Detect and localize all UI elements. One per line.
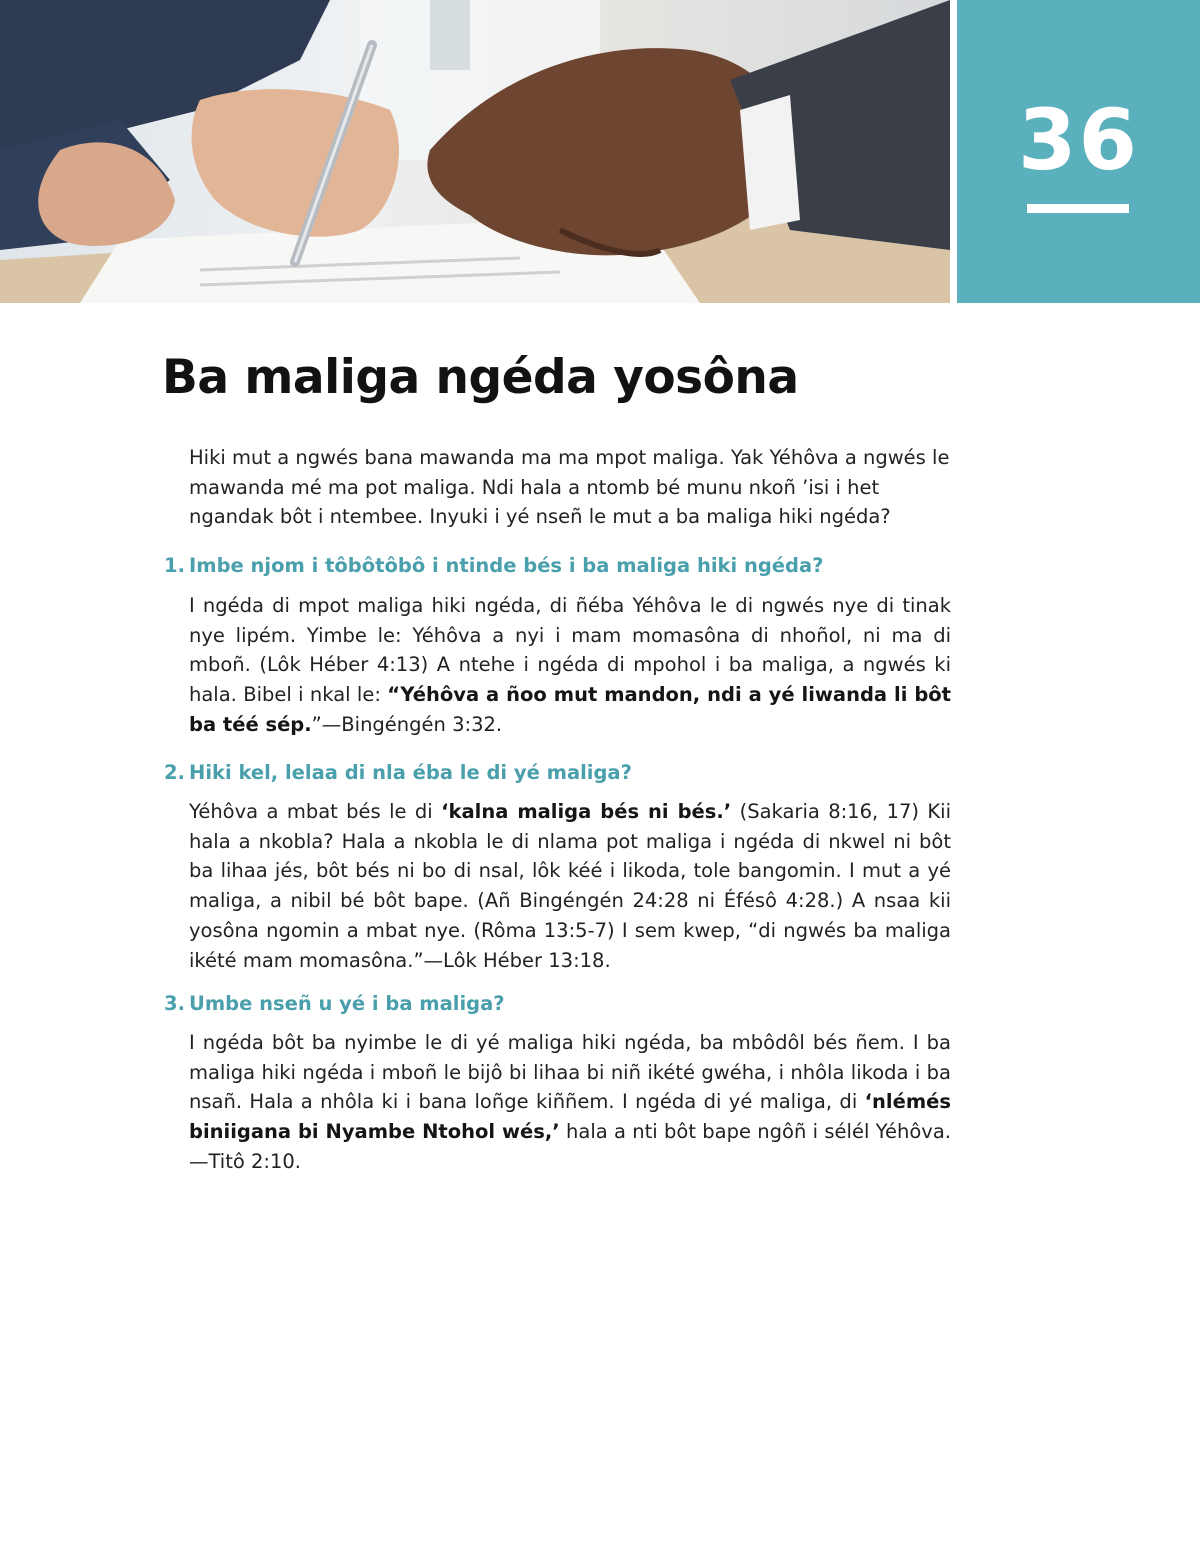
bible-quote: ‘nlémés biniigana bi Nyambe Ntohol wés,’ xyxy=(189,1090,951,1144)
answer-text: Yéhôva a mbat bés le di xyxy=(189,800,442,823)
bible-quote: “Yéhôva a ñoo mut mandon, ndi a yé liwanda li bôt ba téé sép. xyxy=(189,683,951,736)
answer-1 xyxy=(189,591,951,740)
hero-photo xyxy=(0,0,950,303)
question-number: 3. xyxy=(164,992,185,1015)
answer-3 xyxy=(189,1028,951,1177)
question-number: 1. xyxy=(164,554,185,577)
answer-text: I ngéda bôt ba nyimbe le di yé maliga hiki ngéda, ba mbôdôl bés ñem. I ba maliga hiki ngéda i mboñ le bijô bi lihaa bi niñ ikété gwéha, i nhôla likoda i ba nsañ. Hala a nhôla ki i bana loñge kiññem. I ngéda di yé maliga, di xyxy=(189,1031,951,1114)
answer-2 xyxy=(189,797,951,975)
answer-text: hala a nti bôt bape ngôñ i sélél Yéhôva.—Titô 2:10. xyxy=(189,1120,951,1173)
answer-text: (Sakaria 8:16, 17) Kii hala a nkobla? Hala a nkobla le di nlama pot maliga i ngéda di nkwel ni bôt ba lihaa jés, bôt bés ni bo di nsal, lôk kéé i likoda, tole bangomin. I mut a yé maliga, a nibil bé bôt bape. (Añ Bingéngén 24:28 ni Éfésô 4:28.) A nsaa kii yosôna ngomin a mbat nye. (Rôma 13:5-7) I sem kwep, “di ngwés ba maliga ikété mam momasôna.”—Lôk Héber 13:18. xyxy=(189,800,952,972)
question-number: 2. xyxy=(164,761,185,784)
question-text: Hiki kel, lelaa di nla éba le di yé maliga? xyxy=(189,761,632,784)
question-2 xyxy=(164,761,964,784)
intro-paragraph: Hiki mut a ngwés bana mawanda ma ma mpot maliga. Yak Yéhôva a ngwés le mawanda mé ma pot maliga. Ndi hala a ntomb bé munu nkoñ ’isi i het ngandak bôt i ntembee. Inyuki i yé nseñ le mut a ba maliga hiki ngéda? xyxy=(189,446,950,529)
lesson-number-underline xyxy=(1027,204,1129,213)
answer-text: ”—Bingéngén 3:32. xyxy=(311,712,503,736)
page-title: Ba maliga ngéda yosôna xyxy=(162,350,799,405)
question-1 xyxy=(164,554,964,577)
handshake-contract-illustration xyxy=(0,0,950,303)
answer-text: I ngéda di mpot maliga hiki ngéda, di ñéba Yéhôva le di ngwés nye di tinak nye lipém. Yimbe le: Yéhôva a nyi i mam momasôna di nhoñol, ni ma di mboñ. (Lôk Héber 4:13) A ntehe i ngéda di mpohol i ba maliga, a ngwés ki hala. Bibel i nkal le: xyxy=(189,594,951,707)
question-text: Imbe njom i tôbôtôbô i ntinde bés i ba maliga hiki ngéda? xyxy=(189,554,824,577)
bible-quote: ‘kalna maliga bés ni bés.’ xyxy=(441,800,732,823)
lesson-number-tab xyxy=(957,0,1200,303)
question-3 xyxy=(164,992,964,1015)
lesson-number: 36 xyxy=(1018,91,1139,189)
question-text: Umbe nseñ u yé i ba maliga? xyxy=(189,992,505,1015)
